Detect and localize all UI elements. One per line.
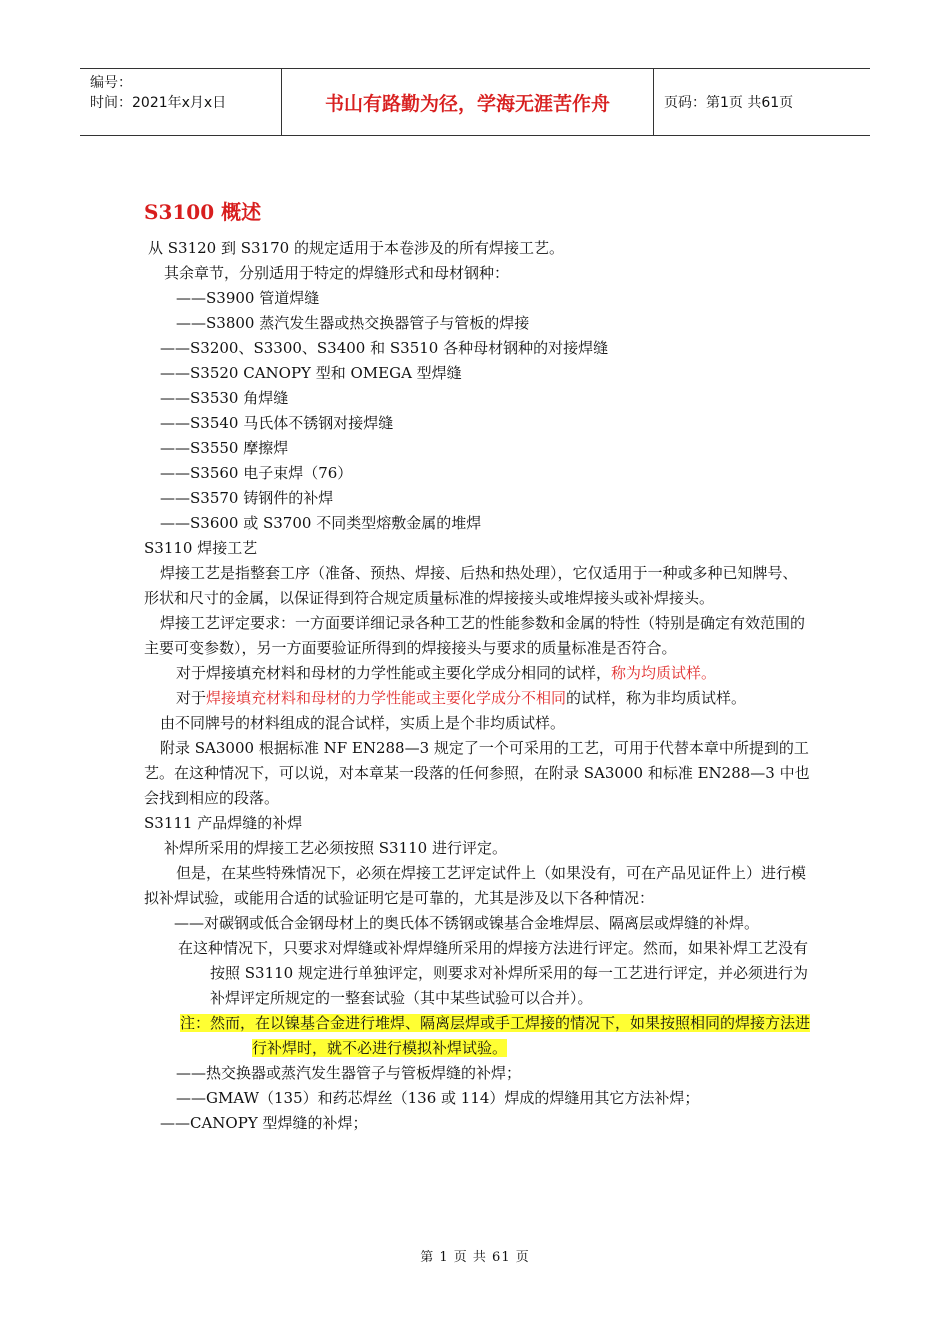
list-item: ——S3600 或 S3700 不同类型熔敷金属的堆焊: [160, 514, 482, 532]
page-footer: 第 1 页 共 61 页: [420, 1250, 530, 1265]
section-title: S3100 概述: [144, 200, 262, 224]
header-page-info: 页码：第1页 共61页: [664, 95, 794, 111]
list-item: ——S3530 角焊缝: [160, 389, 289, 407]
subsection-heading: S3110 焊接工艺: [144, 539, 258, 557]
list-item: ——热交换器或蒸汽发生器管子与管板焊缝的补焊；: [176, 1064, 522, 1082]
red-text-run: 焊接填充材料和母材的力学性能或主要化学成分不相同: [206, 689, 567, 707]
list-item: ——S3570 铸钢件的补焊: [160, 489, 334, 507]
red-text-run: 称为均质试样。: [611, 664, 717, 682]
highlighted-note: 注：然而，在以镍基合金进行堆焊、隔离层焊或手工焊接的情况下，如果按照相同的焊接方法进行补焊时，就不必进行模拟补焊试验。: [180, 1014, 811, 1057]
list-item: ——CANOPY 型焊缝的补焊；: [160, 1114, 368, 1132]
paragraph: 焊接工艺评定要求：一方面要详细记录各种工艺的性能参数和金属的特性（特别是确定有效范围的主要可变参数），另一方面要验证所得到的焊接接头与要求的质量标准是否符合。: [144, 614, 806, 657]
text-run: 的试样，称为非均质试样。: [566, 689, 747, 707]
note: [144, 1011, 810, 1061]
list-item: ——S3200、S3300、S3400 和 S3510 各种母材钢种的对接焊缝: [160, 339, 609, 357]
text-run: 对于: [176, 689, 207, 707]
list-item: ——S3550 摩擦焊: [160, 439, 289, 457]
paragraph: 补焊所采用的焊接工艺必须按照 S3110 进行评定。: [164, 839, 507, 857]
paragraph: 在这种情况下，只要求对焊缝或补焊焊缝所采用的焊接方法进行评定。然而，如果补焊工艺没有按照 S3110 规定进行单独评定，则要求对补焊所采用的每一工艺进行评定，并必须进行为补焊评定所规定的一整套试验（其中某些试验可以合并）。: [178, 939, 809, 1007]
paragraph: [144, 661, 810, 686]
paragraph: 其余章节，分别适用于特定的焊缝形式和母材钢种：: [164, 264, 510, 282]
list-item: ——GMAW（135）和药芯焊丝（136 或 114）焊成的焊缝用其它方法补焊；: [176, 1089, 700, 1107]
paragraph: 由不同牌号的材料组成的混合试样，实质上是个非均质试样。: [160, 714, 566, 732]
paragraph: 附录 SA3000 根据标准 NF EN288—3 规定了一个可采用的工艺，可用于代替本章中所提到的工艺。在这种情况下，可以说，对本章某一段落的任何参照，在附录 SA3000 和标准 EN288—3 中也会找到相应的段落。: [144, 739, 810, 807]
subsection-heading: S3111 产品焊缝的补焊: [144, 814, 303, 832]
list-item: ——对碳钢或低合金钢母材上的奥氏体不锈钢或镍基合金堆焊层、隔离层或焊缝的补焊。: [174, 914, 760, 932]
page-header: [80, 68, 870, 136]
list-item: ——S3520 CANOPY 型和 OMEGA 型焊缝: [160, 364, 462, 382]
header-motto: 书山有路勤为径，学海无涯苦作舟: [282, 69, 654, 135]
doc-date: 时间：2021年x月x日: [90, 95, 227, 111]
paragraph: 但是，在某些特殊情况下，必须在焊接工艺评定试件上（如果没有，可在产品见证件上）进行模拟补焊试验，或能用合适的试验证明它是可靠的，尤其是涉及以下各种情况：: [144, 864, 807, 907]
list-item: ——S3900 管道焊缝: [176, 289, 320, 307]
document-body: [144, 236, 810, 1136]
text-run: 对于焊接填充材料和母材的力学性能或主要化学成分相同的试样，: [176, 664, 612, 682]
list-item: ——S3800 蒸汽发生器或热交换器管子与管板的焊接: [176, 314, 530, 332]
doc-number-label: 编号：: [90, 75, 132, 91]
paragraph: [144, 686, 810, 711]
paragraph: 焊接工艺是指整套工序（准备、预热、焊接、后热和热处理），它仅适用于一种或多种已知牌号、形状和尺寸的金属，以保证得到符合规定质量标准的焊接接头或堆焊接头或补焊接头。: [144, 564, 798, 607]
list-item: ——S3540 马氏体不锈钢对接焊缝: [160, 414, 394, 432]
header-meta: [80, 69, 282, 135]
list-item: ——S3560 电子束焊（76）: [160, 464, 353, 482]
paragraph: 从 S3120 到 S3170 的规定适用于本卷涉及的所有焊接工艺。: [148, 239, 564, 257]
